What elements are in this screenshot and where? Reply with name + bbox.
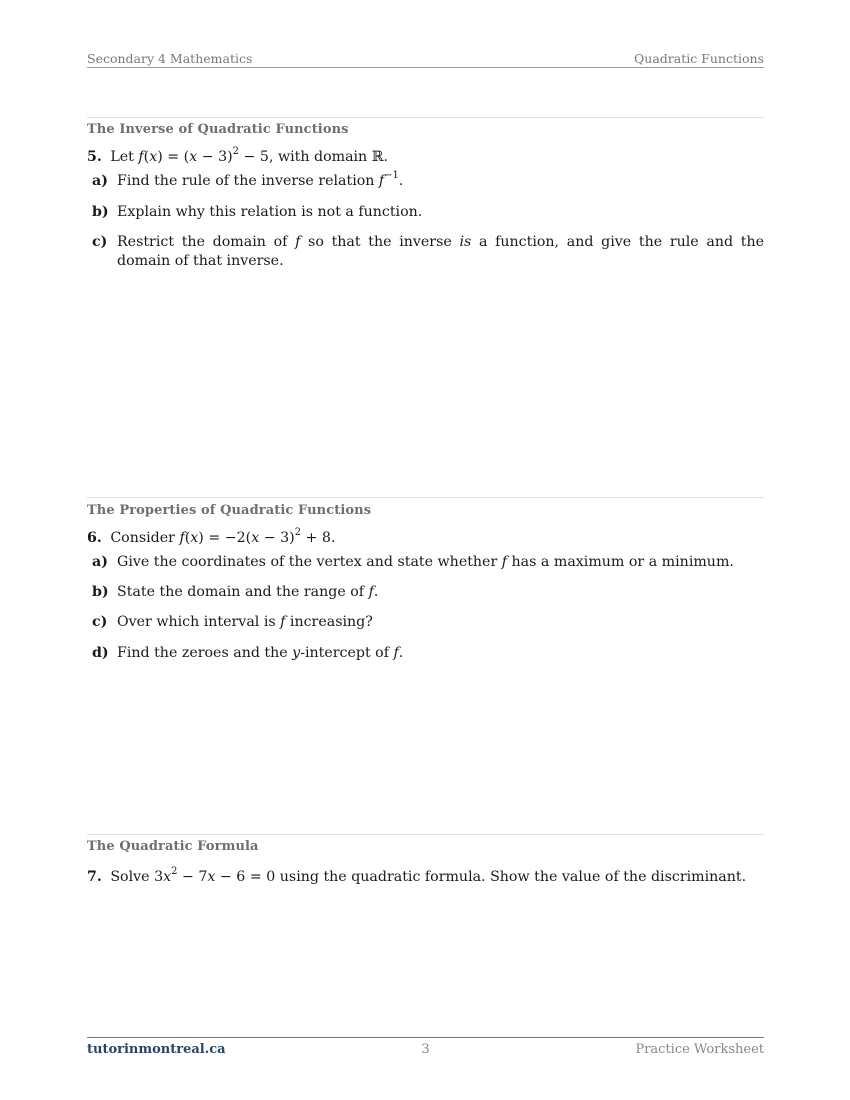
header-topic: Quadratic Functions xyxy=(634,51,764,66)
section-divider xyxy=(87,834,764,835)
header-rule xyxy=(87,67,764,68)
item-text: State the domain and the range of f. xyxy=(117,584,379,600)
footer-rule xyxy=(87,1037,764,1038)
math-expression: $3x^2 - 7x - 6 = 0$ xyxy=(154,865,276,885)
question-tail: using the quadratic formula. Show the value of the discriminant. xyxy=(275,869,747,885)
question-item xyxy=(92,583,764,602)
item-text: Explain why this relation is not a function. xyxy=(117,204,423,220)
question-item xyxy=(92,644,764,663)
question-item xyxy=(92,233,764,271)
math-expression: $f(x) = (x - 3)^2 - 5$ xyxy=(138,145,269,165)
question-item xyxy=(92,613,764,632)
section-title: The Inverse of Quadratic Functions xyxy=(87,122,349,137)
item-label: b) xyxy=(92,584,109,600)
question-number: 6. xyxy=(87,530,102,546)
section-title: The Quadratic Formula xyxy=(87,839,259,854)
item-text: Over which interval is f increasing? xyxy=(117,614,373,630)
item-text: Give the coordinates of the vertex and state whether f has a maximum or a minimum. xyxy=(117,554,734,570)
header-course: Secondary 4 Mathematics xyxy=(87,51,253,66)
question-lead: Solve xyxy=(110,869,150,885)
question-5 xyxy=(87,145,389,167)
question-number: 5. xyxy=(87,149,102,165)
question-item xyxy=(92,203,764,222)
question-tail: . xyxy=(330,530,336,546)
item-label: c) xyxy=(92,234,108,250)
item-text: Restrict the domain of f so that the inverse is a function, and give the rule and the domain of that inverse. xyxy=(117,234,764,269)
item-label: d) xyxy=(92,645,109,661)
item-text: Find the zeroes and the y-intercept of f. xyxy=(117,645,404,661)
section-divider xyxy=(87,117,764,118)
section-title: The Properties of Quadratic Functions xyxy=(87,503,372,518)
item-label: a) xyxy=(92,173,108,189)
footer-label: Practice Worksheet xyxy=(635,1042,764,1057)
item-text: Find the rule of the inverse relation $f^{-1}$. xyxy=(117,169,404,189)
question-6 xyxy=(87,526,336,548)
question-item xyxy=(92,169,764,191)
math-expression: $f(x) = -2(x - 3)^2 + 8$ xyxy=(179,526,331,546)
question-lead: Let xyxy=(110,149,134,165)
item-label: a) xyxy=(92,554,108,570)
section-divider xyxy=(87,497,764,498)
footer-website-link[interactable]: tutorinmontreal.ca xyxy=(87,1042,226,1057)
page-footer xyxy=(87,1042,764,1060)
question-item xyxy=(92,553,764,572)
question-7 xyxy=(87,865,747,887)
page-number: 3 xyxy=(421,1042,430,1057)
page-header xyxy=(87,50,764,68)
item-label: c) xyxy=(92,614,108,630)
item-label: b) xyxy=(92,204,109,220)
question-lead: Consider xyxy=(110,530,175,546)
worksheet-page xyxy=(87,0,764,1100)
question-number: 7. xyxy=(87,869,102,885)
question-tail: , with domain ℝ. xyxy=(268,149,389,165)
